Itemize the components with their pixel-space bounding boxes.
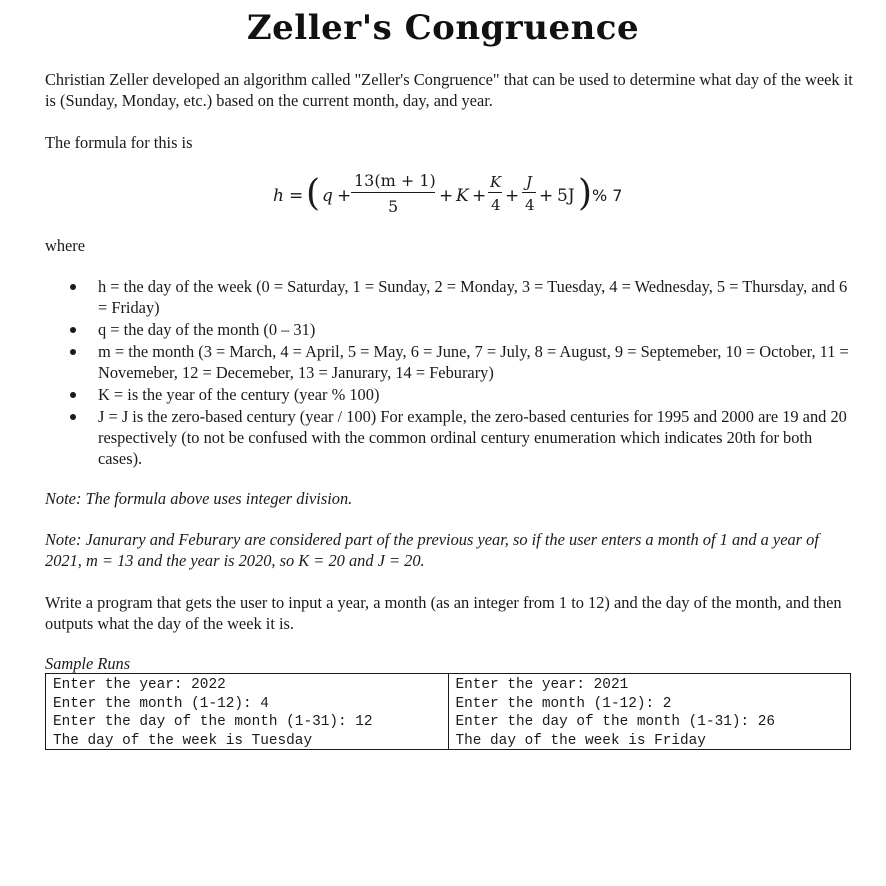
- formula-K-numerator: K: [490, 173, 502, 191]
- bullet-icon: [70, 284, 76, 290]
- bullet-icon: [70, 327, 76, 333]
- run-1-day-line: Enter the day of the month (1-31): 12: [53, 714, 373, 730]
- run-1-year-line: Enter the year: 2022: [53, 677, 226, 693]
- formula-J-numerator: J: [526, 173, 533, 191]
- formula-plus-2: +: [439, 186, 454, 206]
- formula-5J: 5J: [557, 186, 575, 206]
- bullet-J-text: J = J is the zero-based century (year / 100) For example, the zero-based centuries for 1995 and 2000 are 19 and 20 respectively (to not be confused with the common ordinal century enumeration which indicates 20th for both cases).: [98, 407, 847, 468]
- formula-fraction-13-numerator: 13(m + 1): [354, 171, 436, 190]
- where-label: where: [45, 236, 86, 255]
- formula-intro: The formula for this is: [45, 133, 193, 152]
- formula-q: q: [322, 186, 333, 206]
- bullet-h-text: h = the day of the week (0 = Saturday, 1 = Sunday, 2 = Monday, 3 = Tuesday, 4 = Wednesday, 5 = Thursday, and 6 = Friday): [98, 277, 848, 317]
- note-integer-division: Note: The formula above uses integer division.: [45, 489, 353, 508]
- list-item: [45, 406, 855, 469]
- list-item: [45, 384, 855, 405]
- list-item: [45, 276, 855, 318]
- bullet-icon: [70, 349, 76, 355]
- formula-plus-3: +: [472, 186, 487, 206]
- bullet-m-text: m = the month (3 = March, 4 = April, 5 = May, 6 = June, 7 = July, 8 = August, 9 = Septemeber, 10 = October, 11 = Novemeber, 12 = Decemeber, 13 = Janurary, 14 = Feburary): [98, 342, 849, 382]
- formula-K-denominator: 4: [491, 196, 501, 214]
- formula-left-paren: (: [306, 173, 321, 214]
- sample-runs-label: Sample Runs: [45, 654, 131, 673]
- note-january-february: Note: Janurary and Feburary are considered part of the previous year, so if the user enters a month of 1 and a year of 2021, m = 13 and the year is 2020, so K = 20 and J = 20.: [45, 530, 819, 570]
- formula-K: K: [456, 186, 469, 206]
- run-2-result-line: The day of the week is Friday: [455, 732, 706, 749]
- sample-run-2: [448, 674, 851, 749]
- formula-right-paren: ): [578, 173, 593, 214]
- page-title: Zeller's Congruence: [246, 8, 640, 48]
- formula-plus-4: +: [505, 186, 520, 206]
- run-2-day-line: Enter the day of the month (1-31): 26: [455, 714, 776, 730]
- list-item: [45, 319, 855, 340]
- formula-fraction-bar-3: [522, 192, 536, 193]
- formula-fraction-bar-2: [488, 192, 502, 193]
- formula-h: h: [273, 186, 284, 206]
- formula-plus-5: +: [539, 186, 554, 206]
- run-2-month-line: Enter the month (1-12): 2: [455, 695, 672, 712]
- bullet-icon: [70, 392, 76, 398]
- formula-J-denominator: 4: [525, 196, 535, 214]
- bullet-icon: [70, 414, 76, 420]
- list-item: [45, 341, 855, 383]
- task-description: Write a program that gets the user to input a year, a month (as an integer from 1 to 12) and the day of the month, and then outputs what the day of the week it is.: [45, 593, 842, 633]
- variable-definitions-list: [45, 276, 855, 470]
- formula-plus-1: +: [337, 186, 352, 206]
- run-1-month-line: Enter the month (1-12): 4: [53, 695, 269, 712]
- run-2-year-line: Enter the year: 2021: [455, 677, 629, 693]
- zeller-formula: [0, 170, 886, 220]
- run-1-result-line: The day of the week is Tuesday: [53, 732, 313, 749]
- sample-run-1: [46, 674, 448, 749]
- formula-equals: =: [289, 186, 304, 206]
- intro-paragraph: Christian Zeller developed an algorithm called "Zeller's Congruence" that can be used to determine what day of the week it is (Sunday, Monday, etc.) based on the current month, day, and year.: [45, 70, 853, 110]
- bullet-K-text: K = is the year of the century (year % 100): [98, 385, 380, 404]
- formula-fraction-bar-1: [351, 192, 435, 193]
- formula-mod: % 7: [592, 186, 623, 205]
- sample-runs-table: [45, 673, 851, 750]
- formula-fraction-13-denominator: 5: [388, 197, 399, 216]
- bullet-q-text: q = the day of the month (0 – 31): [98, 320, 316, 339]
